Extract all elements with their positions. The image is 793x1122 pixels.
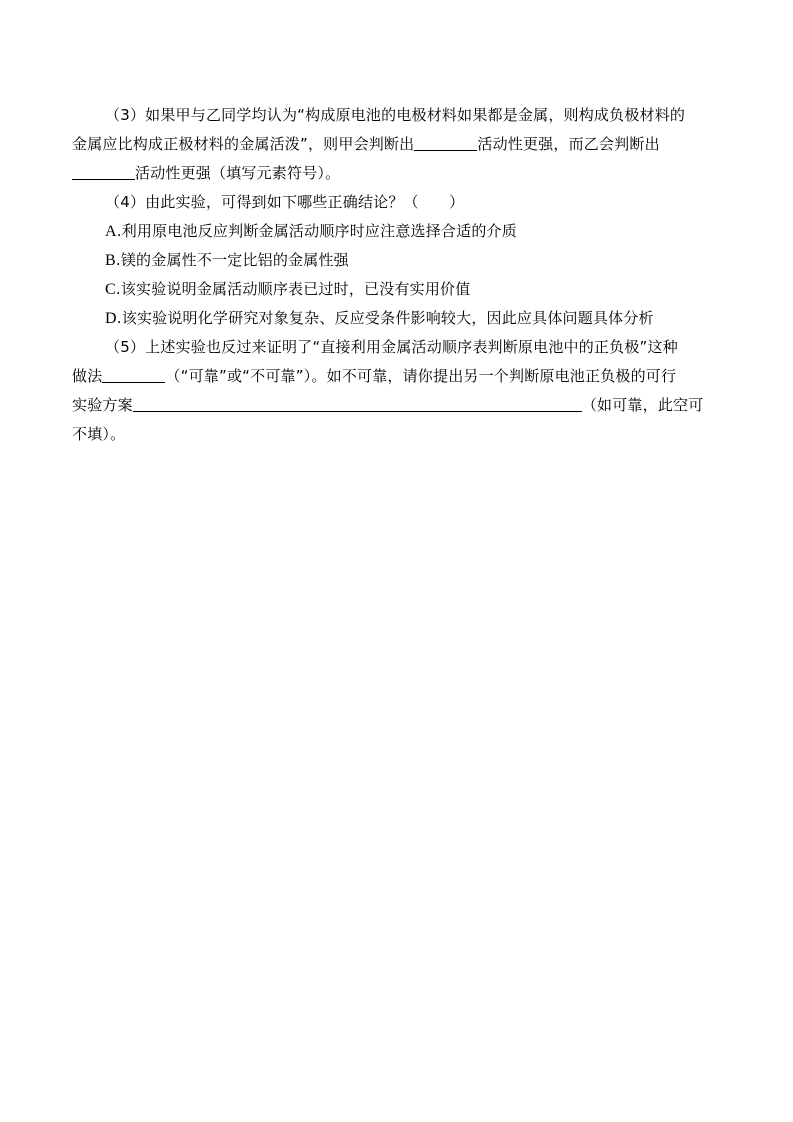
q3-text-after-blank-1: 活动性更强，而乙会判断出 <box>477 135 660 153</box>
q5-text-after-blank-1: （“可靠”或“不可靠”）。如不可靠，请你提出另一个判断原电池正负极的可行 <box>165 367 677 385</box>
q4-option-d-letter: D <box>105 310 117 327</box>
q4-option-b <box>72 246 722 275</box>
q4-option-a <box>72 217 722 246</box>
q4-option-c-letter: C <box>105 281 116 298</box>
q4-option-d <box>72 304 722 333</box>
q5-text-before-blank-1: 做法 <box>72 367 103 385</box>
q4-option-c <box>72 275 722 304</box>
q3-line-2 <box>72 130 722 159</box>
q4-option-a-letter: A <box>105 223 117 240</box>
q3-line-3 <box>72 159 722 188</box>
q5-line-4: 不填）。 <box>72 425 126 443</box>
q3-line-1: （3）如果甲与乙同学均认为“构成原电池的电极材料如果都是金属，则构成负极材料的 <box>105 106 686 124</box>
q4-option-d-text: .该实验说明化学研究对象复杂、反应受条件影响较大，因此应具体问题具体分析 <box>116 309 654 327</box>
q4-option-b-text: .镁的金属性不一定比铝的金属性强 <box>115 251 349 269</box>
q5-line-3 <box>72 391 722 420</box>
q3-text-before-blank-1: 金属应比构成正极材料的金属活泼”，则甲会判断出 <box>72 135 415 153</box>
q4-option-a-text: .利用原电池反应判断金属活动顺序时应注意选择合适的介质 <box>116 222 517 240</box>
document-page <box>72 101 722 449</box>
q3-answer-blank-1[interactable] <box>414 132 477 151</box>
q3-answer-blank-2[interactable] <box>72 161 135 180</box>
q5-line-2 <box>72 362 722 391</box>
q5-answer-blank-1[interactable] <box>102 364 165 383</box>
q4-stem: （4）由此实验，可得到如下哪些正确结论？（ ） <box>105 193 465 211</box>
q4-option-b-letter: B <box>105 252 116 269</box>
q5-line-1: （5）上述实验也反过来证明了“直接利用金属活动顺序表判断原电池中的正负极”这种 <box>105 338 678 356</box>
q5-text-before-blank-2: 实验方案 <box>72 396 133 414</box>
q5-text-after-blank-2: （如可靠，此空可 <box>581 396 704 414</box>
q3-text-after-blank-2: 活动性更强（填写元素符号）。 <box>135 164 341 182</box>
q4-option-c-text: .该实验说明金属活动顺序表已过时，已没有实用价值 <box>115 280 471 298</box>
q5-answer-blank-2[interactable] <box>133 393 582 412</box>
